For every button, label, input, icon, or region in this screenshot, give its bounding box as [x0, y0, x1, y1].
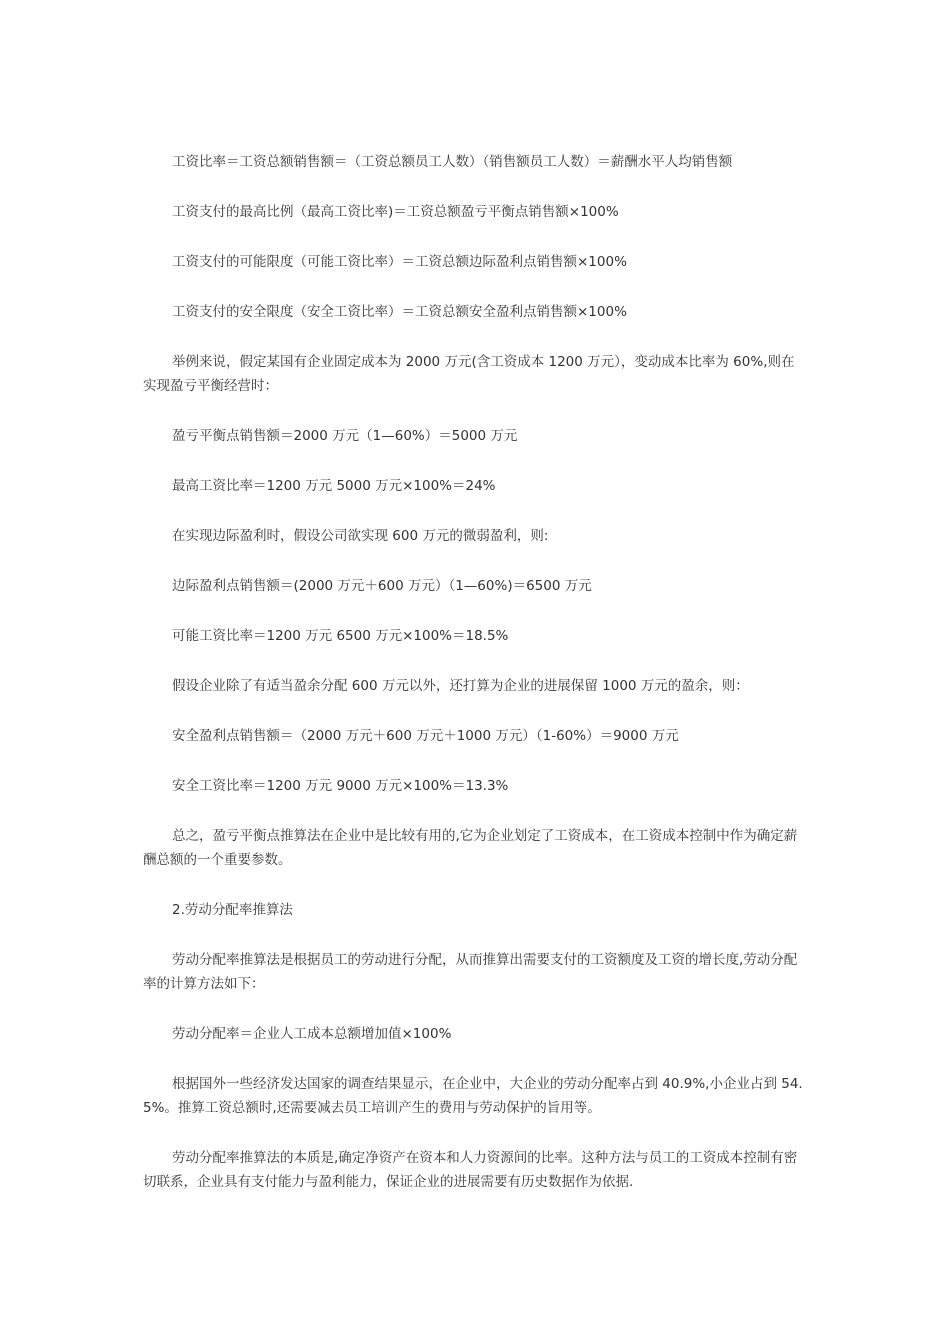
- paragraph-possible-wage-ratio: 工资支付的可能限度（可能工资比率）＝工资总额边际盈利点销售额×100%: [172, 254, 627, 270]
- paragraph-safe-sales: 安全盈利点销售额＝（2000 万元＋600 万元＋1000 万元）（1-60%）＝9000 万元: [172, 728, 679, 744]
- document-body: [143, 150, 803, 1220]
- paragraph-possible-wage-calc: 可能工资比率＝1200 万元 6500 万元×100%＝18.5%: [172, 628, 509, 644]
- paragraph-safe-wage-calc: 安全工资比率＝1200 万元 9000 万元×100%＝13.3%: [172, 778, 509, 794]
- paragraph-example-intro: 举例来说，假定某国有企业固定成本为 2000 万元(含工资成本 1200 万元），变动成本比率为 60%,则在实现盈亏平衡经营时：: [143, 354, 795, 394]
- paragraph-labor-distribution-formula: 劳动分配率＝企业人工成本总额增加值×100%: [172, 1026, 452, 1042]
- paragraph-labor-distribution-intro: 劳动分配率推算法是根据员工的劳动进行分配，从而推算出需要支付的工资额度及工资的增长度,劳动分配率的计算方法如下：: [143, 952, 798, 992]
- paragraph-marginal-sales: 边际盈利点销售额＝(2000 万元＋600 万元）（1—60%)＝6500 万元: [172, 578, 592, 594]
- section-heading-labor-distribution: 2.劳动分配率推算法: [172, 902, 293, 918]
- paragraph-max-wage-ratio: 工资支付的最高比例（最高工资比率)＝工资总额盈亏平衡点销售额×100%: [172, 204, 619, 220]
- paragraph-safe-wage-ratio: 工资支付的安全限度（安全工资比率）＝工资总额安全盈利点销售额×100%: [172, 304, 627, 320]
- paragraph-essence: 劳动分配率推算法的本质是,确定净资产在资本和人力资源间的比率。这种方法与员工的工资成本控制有密切联系，企业具有支付能力与盈利能力，保证企业的进展需要有历史数据作为依据.: [143, 1150, 798, 1190]
- paragraph-wage-ratio: 工资比率＝工资总额销售额＝（工资总额员工人数）（销售额员工人数）＝薪酬水平人均销售额: [172, 154, 733, 170]
- paragraph-breakeven-sales: 盈亏平衡点销售额＝2000 万元（1—60%）＝5000 万元: [172, 428, 518, 444]
- paragraph-max-wage-calc: 最高工资比率＝1200 万元 5000 万元×100%＝24%: [172, 478, 496, 494]
- paragraph-marginal-profit-intro: 在实现边际盈利时，假设公司欲实现 600 万元的微弱盈利，则:: [172, 528, 549, 544]
- paragraph-survey-results: 根据国外一些经济发达国家的调查结果显示，在企业中，大企业的劳动分配率占到 40.9%,小企业占到 54.5%。推算工资总额时,还需要减去员工培训产生的费用与劳动保护的旨用等。: [143, 1076, 803, 1116]
- paragraph-surplus-intro: 假设企业除了有适当盈余分配 600 万元以外，还打算为企业的进展保留 1000 万元的盈余，则：: [172, 678, 749, 694]
- paragraph-summary: 总之，盈亏平衡点推算法在企业中是比较有用的,它为企业划定了工资成本，在工资成本控制中作为确定薪酬总额的一个重要参数。: [143, 828, 798, 868]
